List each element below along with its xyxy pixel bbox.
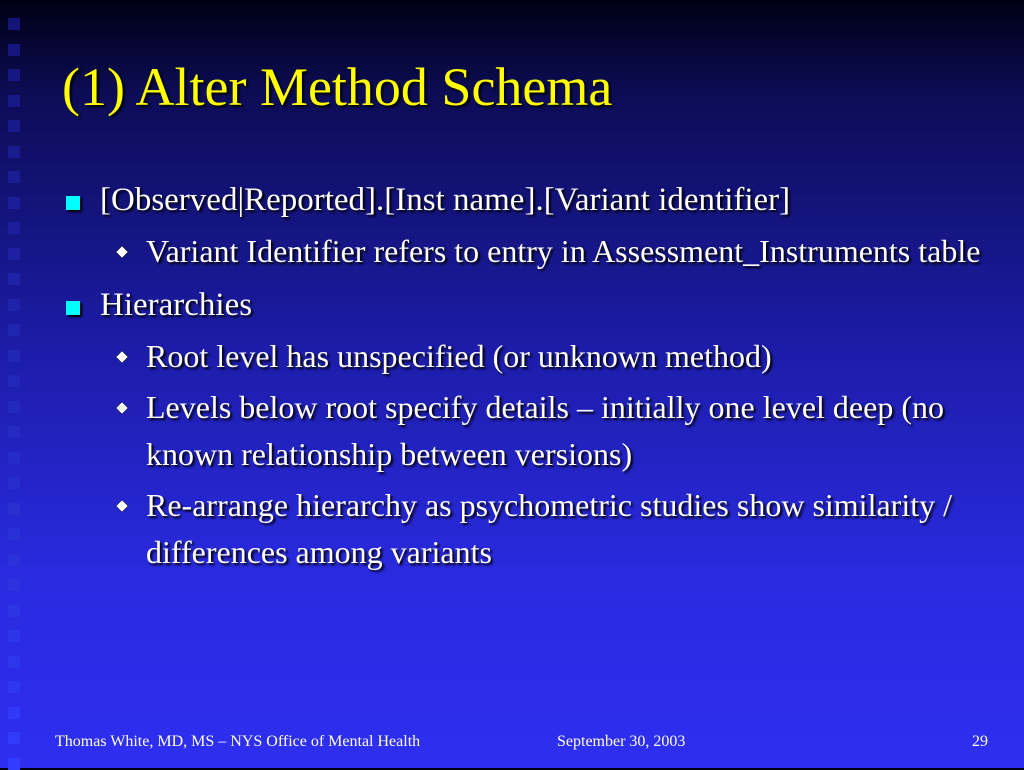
decorative-square-column — [0, 0, 30, 768]
decorative-square — [8, 324, 20, 336]
bullet-level2 — [64, 482, 1004, 576]
decorative-square — [8, 732, 20, 744]
decorative-square — [8, 350, 20, 362]
diamond-bullet-icon — [116, 351, 128, 363]
bullet-text: Re-arrange hierarchy as psychometric studies show similarity / differences among variants — [146, 487, 952, 570]
decorative-square — [8, 401, 20, 413]
decorative-square — [8, 452, 20, 464]
diamond-bullet-icon — [116, 246, 128, 258]
decorative-square — [8, 18, 20, 30]
decorative-square — [8, 273, 20, 285]
decorative-square — [8, 707, 20, 719]
bullet-level2 — [64, 333, 1004, 380]
square-bullet-icon — [66, 301, 80, 315]
bullet-level2 — [64, 384, 1004, 478]
bullet-level1 — [64, 180, 1004, 220]
footer-date: September 30, 2003 — [557, 733, 686, 750]
decorative-square — [8, 197, 20, 209]
decorative-square — [8, 681, 20, 693]
decorative-square — [8, 375, 20, 387]
bullet-level2 — [64, 228, 1004, 275]
decorative-square — [8, 426, 20, 438]
decorative-square — [8, 248, 20, 260]
decorative-square — [8, 44, 20, 56]
decorative-square — [8, 503, 20, 515]
diamond-bullet-icon — [116, 500, 128, 512]
decorative-square — [8, 477, 20, 489]
decorative-square — [8, 579, 20, 591]
decorative-square — [8, 554, 20, 566]
decorative-square — [8, 605, 20, 617]
decorative-square — [8, 171, 20, 183]
bullet-list — [64, 180, 1004, 586]
bullet-text: Levels below root specify details – initially one level deep (no known relationship between versions) — [146, 389, 944, 472]
bullet-text: [Observed|Reported].[Inst name].[Variant identifier] — [100, 182, 791, 218]
diamond-bullet-icon — [116, 402, 128, 414]
square-bullet-icon — [66, 196, 80, 210]
decorative-square — [8, 120, 20, 132]
bullet-text: Hierarchies — [100, 287, 253, 323]
bullet-level1 — [64, 285, 1004, 325]
bullet-text: Root level has unspecified (or unknown method) — [146, 338, 772, 374]
decorative-square — [8, 528, 20, 540]
footer-page-number: 29 — [972, 733, 988, 750]
decorative-square — [8, 630, 20, 642]
decorative-square — [8, 222, 20, 234]
decorative-square — [8, 95, 20, 107]
decorative-square — [8, 69, 20, 81]
bullet-text: Variant Identifier refers to entry in Assessment_Instruments table — [146, 233, 981, 269]
decorative-square — [8, 299, 20, 311]
slide-title: (1) Alter Method Schema — [62, 57, 613, 117]
footer-author: Thomas White, MD, MS – NYS Office of Mental Health — [55, 733, 421, 750]
decorative-square — [8, 146, 20, 158]
decorative-square — [8, 656, 20, 668]
